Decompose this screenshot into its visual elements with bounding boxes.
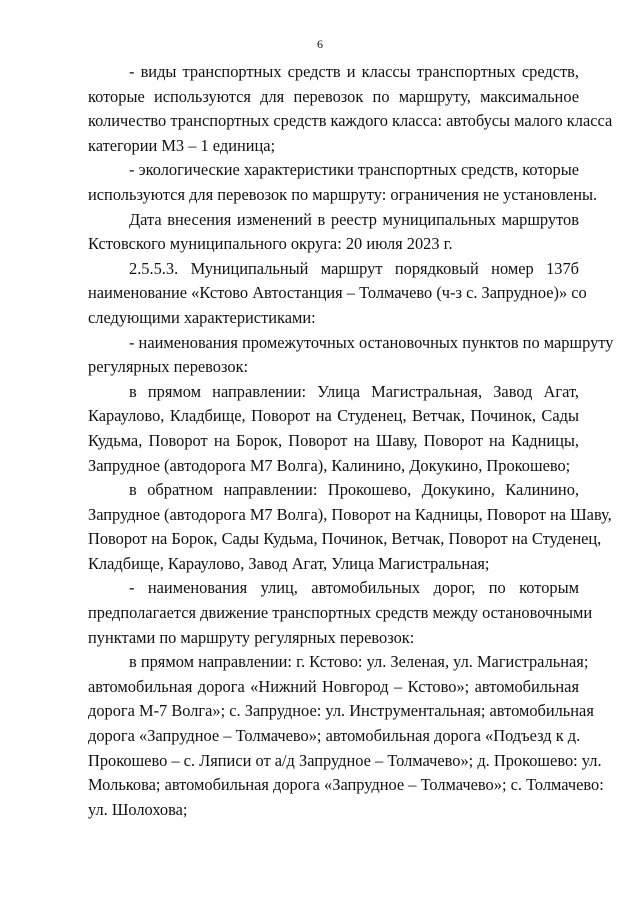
text-line: Дата внесения изменений в реестр муниципальных маршрутов — [129, 209, 579, 229]
text-line: Кстовского муниципального округа: 20 июля 2023 г. — [88, 234, 453, 254]
text-line: дорога «Запрудное – Толмачево»; автомобильная дорога «Подъезд к д. — [88, 726, 581, 746]
text-line: пунктами по маршруту регулярных перевозок: — [88, 627, 415, 647]
text-line: автомобильная дорога «Нижний Новгород – Кстово»; автомобильная — [88, 676, 579, 696]
text-line: наименование «Кстово Автостанция – Толмачево (ч-з с. Запрудное)» со — [88, 283, 587, 303]
text-line: категории М3 – 1 единица; — [88, 135, 276, 155]
paragraph-route-137b — [88, 257, 587, 331]
text-line: регулярных перевозок: — [88, 357, 249, 377]
paragraph-streets-forward — [88, 650, 604, 822]
paragraph-ecological — [88, 158, 598, 207]
text-line: Запрудное (автодорога М7 Волга), Поворот на Кадницы, Поворот на Шаву, — [88, 504, 612, 524]
text-line: в обратном направлении: Прокошево, Докукино, Калинино, — [129, 480, 579, 500]
text-line: ул. Шолохова; — [88, 799, 188, 819]
text-line: - экологические характеристики транспортных средств, которые — [129, 160, 579, 180]
paragraph-stops-reverse — [88, 478, 612, 576]
page-number: 6 — [317, 37, 323, 51]
paragraph-stops-forward — [88, 380, 579, 478]
text-line: в прямом направлении: г. Кстово: ул. Зеленая, ул. Магистральная; — [129, 652, 589, 672]
text-line: используются для перевозок по маршруту: ограничения не установлены. — [88, 184, 598, 204]
paragraph-registry-date — [88, 208, 579, 257]
text-line: следующими характеристиками: — [88, 307, 316, 327]
text-line: Запрудное (автодорога М7 Волга), Калинино, Докукино, Прокошево; — [88, 455, 571, 475]
text-line: дорога М-7 Волга»; с. Запрудное: ул. Инструментальная; автомобильная — [88, 701, 594, 721]
text-line: Прокошево – с. Ляписи от а/д Запрудное – Толмачево»; д. Прокошево: ул. — [88, 750, 602, 770]
text-line: Молькова; автомобильная дорога «Запрудное – Толмачево»; с. Толмачево: — [88, 775, 604, 795]
document-body — [88, 60, 614, 822]
text-line: - наименования промежуточных остановочных пунктов по маршруту — [129, 332, 614, 352]
text-line: предполагается движение транспортных средств между остановочными — [88, 603, 593, 623]
paragraph-stops-heading — [88, 331, 614, 380]
text-line: Караулово, Кладбище, Поворот на Студенец, Ветчак, Починок, Сады — [88, 406, 579, 426]
text-line: которые используются для перевозок по маршруту, максимальное — [88, 86, 579, 106]
text-line: количество транспортных средств каждого класса: автобусы малого класса — [88, 111, 613, 131]
text-line: - наименования улиц, автомобильных дорог, по которым — [129, 578, 579, 598]
paragraph-vehicle-classes — [88, 60, 613, 158]
text-line: Кладбище, Караулово, Завод Агат, Улица Магистральная; — [88, 553, 490, 573]
text-line: в прямом направлении: Улица Магистральная, Завод Агат, — [129, 381, 579, 401]
text-line: Поворот на Борок, Сады Кудьма, Починок, Ветчак, Поворот на Студенец, — [88, 529, 602, 549]
text-line: Кудьма, Поворот на Борок, Поворот на Шаву, Поворот на Кадницы, — [88, 430, 579, 450]
text-line: 2.5.5.3. Муниципальный маршрут порядковый номер 137б — [129, 258, 579, 278]
text-line: - виды транспортных средств и классы транспортных средств, — [129, 62, 579, 81]
paragraph-streets-heading — [88, 576, 593, 650]
